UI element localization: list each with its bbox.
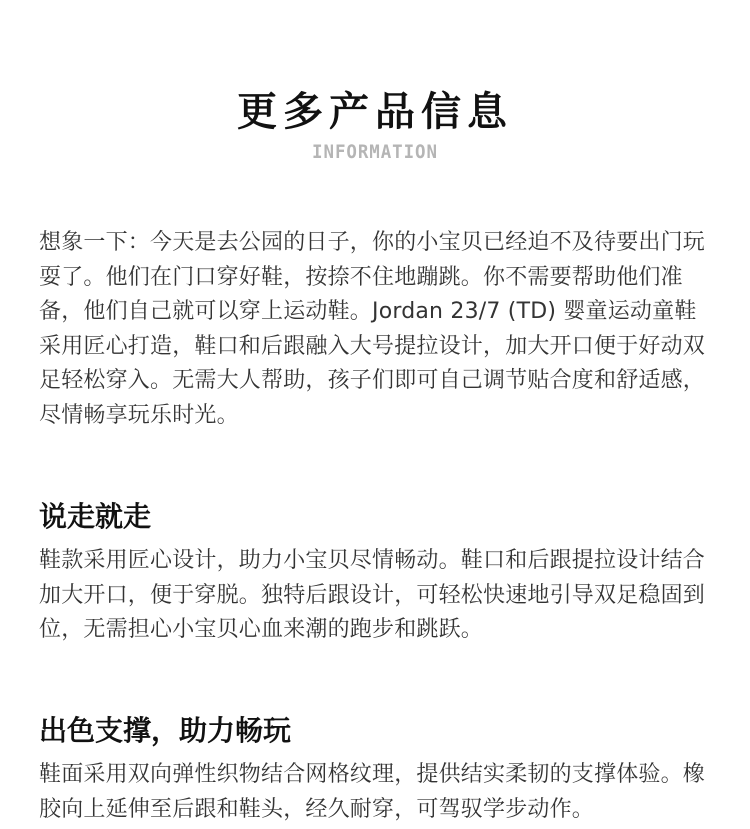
info-header	[0, 86, 750, 164]
section-body-support: 鞋面采用双向弹性织物结合网格纹理，提供结实柔韧的支撑体验。橡胶向上延伸至后跟和鞋头，经久耐穿，可驾驭学步动作。	[39, 762, 706, 822]
intro-paragraph: 想象一下：今天是去公园的日子，你的小宝贝已经迫不及待要出门玩耍了。他们在门口穿好鞋，按捺不住地蹦跳。你不需要帮助他们准备，他们自己就可以穿上运动鞋。Jordan 23/7 (TD) 婴童运动童鞋采用匠心打造，鞋口和后跟融入大号提拉设计，加大开口便于好动双足轻松穿入。无需大人帮助，孩子们即可自己调节贴合度和舒适感，尽情畅享玩乐时光。	[39, 230, 706, 428]
page-title: 更多产品信息	[237, 89, 513, 135]
section-body-go: 鞋款采用匠心设计，助力小宝贝尽情畅动。鞋口和后跟提拉设计结合加大开口，便于穿脱。独特后跟设计，可轻松快速地引导双足稳固到位，无需担心小宝贝心血来潮的跑步和跳跃。	[39, 548, 706, 642]
page-subtitle: INFORMATION	[312, 141, 438, 163]
section-heading-go: 说走就走	[39, 500, 152, 533]
section-heading-support: 出色支撑，助力畅玩	[39, 714, 292, 747]
